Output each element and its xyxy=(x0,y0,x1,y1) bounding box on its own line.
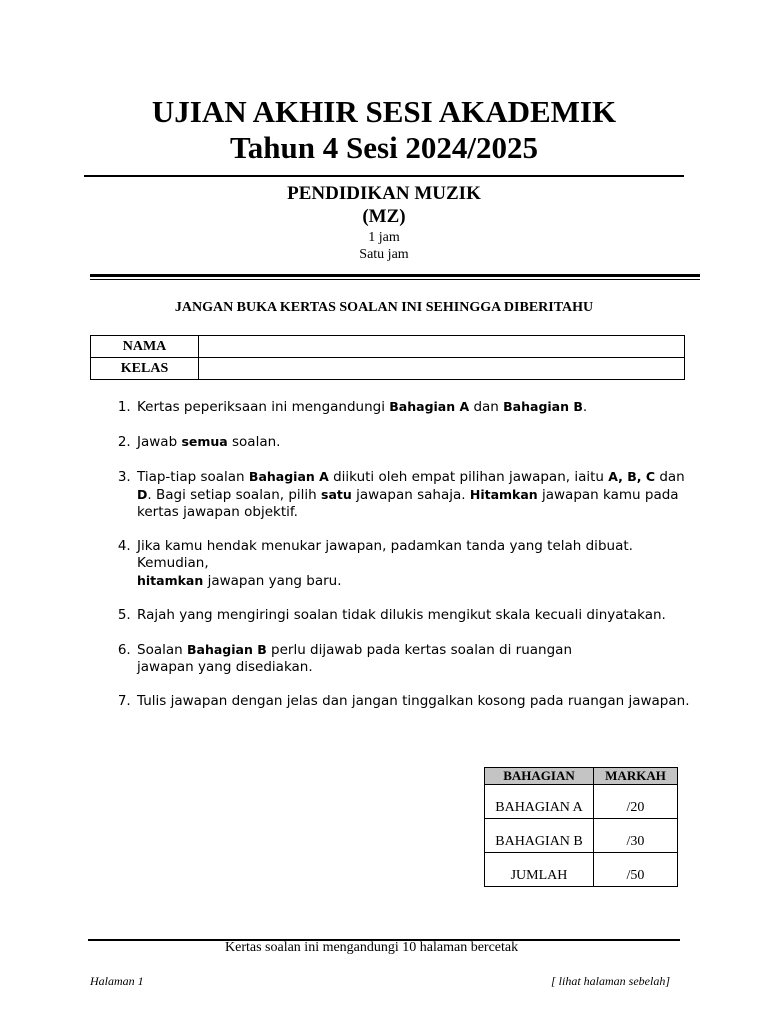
instruction-emphasis: A, B, xyxy=(608,469,642,484)
marks-row-a xyxy=(485,785,678,819)
exam-title: UJIAN AKHIR SESI AKADEMIK xyxy=(151,94,617,129)
instruction-emphasis: Hitamkan xyxy=(469,487,538,502)
exam-duration-words: Satu jam xyxy=(359,247,409,262)
marks-section-label: BAHAGIAN A xyxy=(485,785,594,819)
marks-row-b xyxy=(485,819,678,853)
instruction-item: 1. Kertas peperiksaan ini mengandungi Bahagian A dan Bahagian B. xyxy=(135,398,695,416)
instruction-item: 2. Jawab semua soalan. xyxy=(135,433,695,451)
marks-table xyxy=(484,767,678,887)
instruction-item: 7. Tulis jawapan dengan jelas dan jangan tinggalkan kosong pada ruangan jawapan. xyxy=(135,693,695,710)
exam-duration: 1 jam xyxy=(368,230,400,245)
double-rule-top xyxy=(90,274,700,277)
marks-row-total xyxy=(485,853,678,887)
instruction-emphasis: Bahagian A xyxy=(389,399,470,414)
instruction-item: 5. Rajah yang mengiringi soalan tidak dilukis mengikut skala kecuali dinyatakan. xyxy=(135,607,695,624)
instruction-emphasis: semua xyxy=(181,434,228,449)
marks-section-label: BAHAGIAN B xyxy=(485,819,594,853)
page-number: Halaman 1 xyxy=(90,974,144,988)
marks-header-score: MARKAH xyxy=(594,768,678,785)
name-label: NAMA xyxy=(91,336,199,358)
instructions-list xyxy=(0,398,695,727)
marks-score-cell: /50 xyxy=(594,853,678,887)
marks-header-section: BAHAGIAN xyxy=(485,768,594,785)
name-field[interactable] xyxy=(199,336,685,358)
double-rule-bottom xyxy=(90,279,700,280)
subject-name: PENDIDIKAN MUZIK xyxy=(287,183,481,204)
name-row xyxy=(91,336,685,358)
marks-score-cell: /30 xyxy=(594,819,678,853)
marks-score-cell: /20 xyxy=(594,785,678,819)
instruction-item: 6. Soalan Bahagian B perlu dijawab pada kertas soalan di ruangan jawapan yang disediakan. xyxy=(135,641,695,676)
student-info-table xyxy=(90,335,685,380)
class-label: KELAS xyxy=(91,358,199,380)
next-page-note: [ lihat halaman sebelah] xyxy=(551,974,670,988)
instruction-emphasis: satu xyxy=(321,487,352,502)
instruction-emphasis: hitamkan xyxy=(137,573,204,588)
exam-year-session: Tahun 4 Sesi 2024/2025 xyxy=(229,130,539,165)
page-count-note: Kertas soalan ini mengandungi 10 halaman bercetak xyxy=(225,940,519,955)
instruction-emphasis: C xyxy=(645,469,656,484)
instruction-emphasis: Bahagian B xyxy=(186,642,267,657)
instruction-emphasis: D xyxy=(137,487,148,502)
instruction-emphasis: Bahagian B xyxy=(503,399,583,414)
instruction-item: 4. Jika kamu hendak menukar jawapan, padamkan tanda yang telah dibuat. Kemudian, hitamkan jawapan yang baru. xyxy=(135,538,695,590)
class-field[interactable] xyxy=(199,358,685,380)
subject-code: (MZ) xyxy=(362,206,406,227)
header-divider xyxy=(84,175,684,177)
instruction-item: 3. Tiap-tiap soalan Bahagian A diikuti oleh empat pilihan jawapan, iaitu A, B, C dan D. Bagi setiap soalan, pilih satu jawapan sahaja. Hitamkan jawapan kamu pada kertas jawapan objektif. xyxy=(135,468,695,521)
marks-header-row xyxy=(485,768,678,785)
marks-section-label: JUMLAH xyxy=(485,853,594,887)
do-not-open-warning: JANGAN BUKA KERTAS SOALAN INI SEHINGGA DIBERITAHU xyxy=(174,300,594,315)
instruction-emphasis: Bahagian A xyxy=(248,469,329,484)
class-row xyxy=(91,358,685,380)
